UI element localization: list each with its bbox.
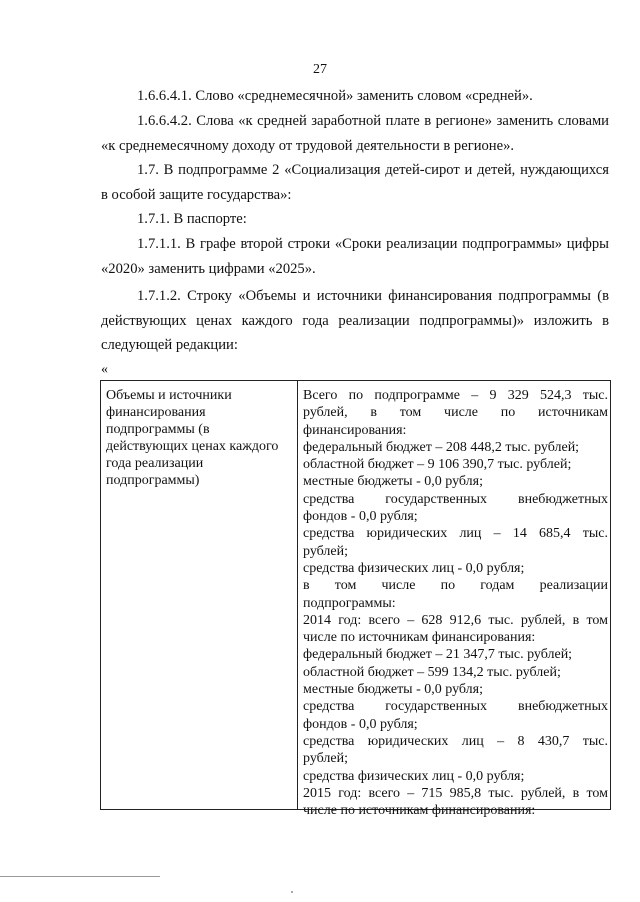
- table-right-line: фондов - 0,0 рубля;: [303, 716, 418, 732]
- scan-speck: [291, 891, 293, 893]
- table-right-line: областной бюджет – 9 106 390,7 тыс. рублей;: [303, 457, 572, 473]
- table-right-line: местные бюджеты - 0,0 рубля;: [303, 474, 483, 490]
- table-right-line: подпрограммы:: [303, 595, 396, 611]
- table-left-cell: Объемы и источники финансирования подпрограммы (в действующих ценах каждого года реализации подпрограммы): [106, 388, 279, 488]
- table-right-line: федеральный бюджет – 208 448,2 тыс. рублей;: [303, 439, 580, 455]
- table-right-cell: [303, 387, 608, 819]
- paragraph-1-7-1: 1.7.1. В паспорте:: [137, 211, 247, 227]
- table-right-line: рублей;: [303, 543, 348, 559]
- page-number: 27: [313, 62, 327, 77]
- table-right-line: рублей, в том числе по источникам: [303, 405, 608, 421]
- table-right-line: 2014 год: всего – 628 912,6 тыс. рублей, в том: [303, 612, 608, 628]
- table-right-line: средства юридических лиц – 14 685,4 тыс.: [303, 526, 608, 542]
- opening-quote: «: [101, 362, 108, 377]
- table-right-line: числе по источникам финансирования:: [303, 803, 536, 819]
- table-right-line: числе по источникам финансирования:: [303, 630, 536, 646]
- table-right-line: 2015 год: всего – 715 985,8 тыс. рублей, в том: [303, 785, 608, 801]
- footer-rule: [0, 876, 160, 877]
- paragraph-1-6-6-4-1: 1.6.6.4.1. Слово «среднемесячной» заменить словом «средней».: [137, 88, 533, 104]
- table-right-line: местные бюджеты - 0,0 рубля;: [303, 682, 483, 698]
- paragraph-1-7: 1.7. В подпрограмме 2 «Социализация детей-сирот и детей, нуждающихся в особой защите государства»:: [101, 162, 609, 203]
- table-right-line: Всего по подпрограмме – 9 329 524,3 тыс.: [303, 388, 608, 403]
- table-right-line: средства юридических лиц – 8 430,7 тыс.: [303, 733, 608, 749]
- paragraph-1-7-1-2: 1.7.1.2. Строку «Объемы и источники финансирования подпрограммы (в действующих ценах каждого года реализации подпрограммы)» изложить в следующей редакции:: [101, 288, 609, 353]
- financing-table: [100, 380, 611, 819]
- table-column-divider: [297, 381, 298, 809]
- table-right-line: средства государственных внебюджетных: [303, 491, 608, 507]
- paragraph-1-6-6-4-2: 1.6.6.4.2. Слова «к средней заработной плате в регионе» заменить словами «к среднемесячному доходу от трудовой деятельности в регионе».: [101, 113, 609, 154]
- table-right-line: рублей;: [303, 751, 348, 767]
- paragraph-1-7-1-1: 1.7.1.1. В графе второй строки «Сроки реализации подпрограммы» цифры «2020» заменить цифрами «2025».: [101, 236, 609, 277]
- table-right-line: областной бюджет – 599 134,2 тыс. рублей;: [303, 664, 561, 680]
- table-right-line: в том числе по годам реализации: [303, 578, 608, 594]
- table-right-line: фондов - 0,0 рубля;: [303, 509, 418, 525]
- table-right-line: финансирования:: [303, 422, 407, 438]
- table-right-line: средства физических лиц - 0,0 рубля;: [303, 768, 525, 784]
- table-right-line: средства физических лиц - 0,0 рубля;: [303, 560, 525, 576]
- table-right-line: средства государственных внебюджетных: [303, 699, 608, 715]
- table-right-line: федеральный бюджет – 21 347,7 тыс. рублей;: [303, 647, 573, 663]
